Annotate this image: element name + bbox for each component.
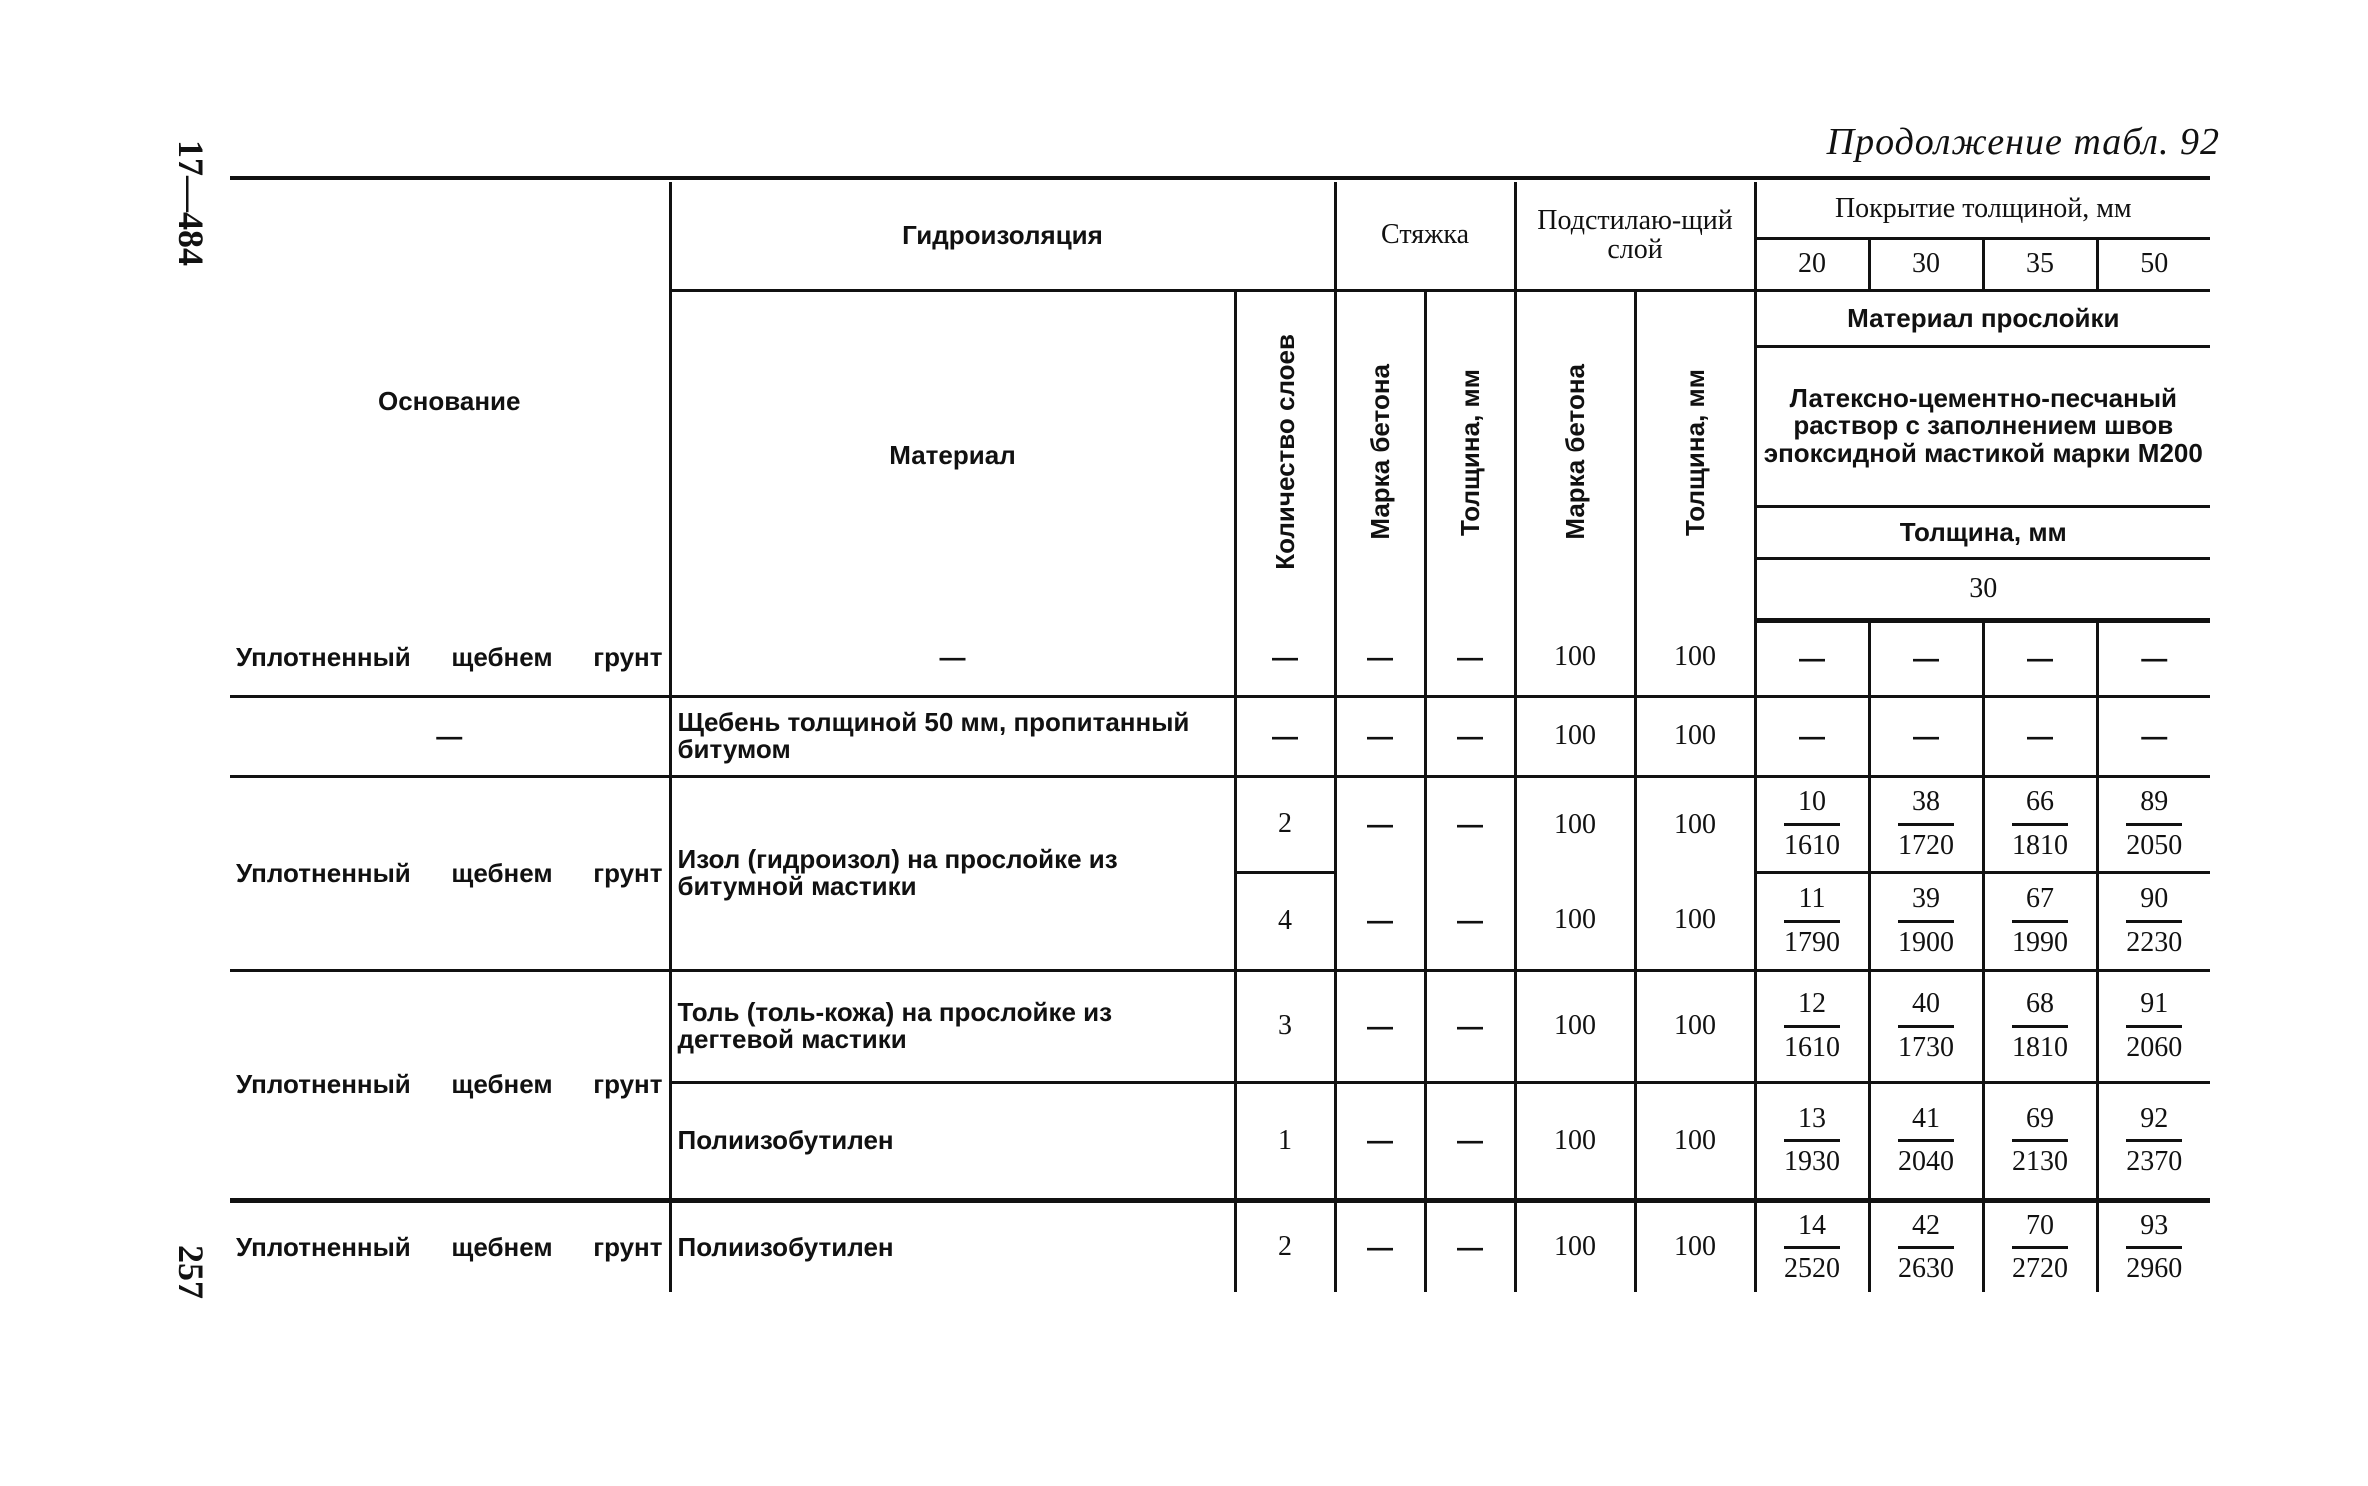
header-tolshchina-val: 30	[1755, 558, 2210, 620]
row-podstil-marka: 100	[1515, 1082, 1635, 1200]
row-c35: $\frac{66}{1810}$	[1983, 776, 2097, 872]
table-caption: Продолжение табл. 92	[1826, 121, 2220, 163]
row-layers: 3	[1235, 970, 1335, 1082]
thickness-col-35: 35	[1983, 238, 2097, 290]
row-podstil-thk: 100	[1635, 1200, 1755, 1292]
row-c30: —	[1869, 620, 1983, 696]
row-c30: —	[1869, 696, 1983, 776]
header-prosloyka-desc: Латексно-цементно-песчаный раствор с заполнением швов эпоксидной мастикой марки М200	[1755, 346, 2210, 506]
row-stiazhka-thk: —	[1425, 1082, 1515, 1200]
row-c30: $\frac{41}{2040}$	[1869, 1082, 1983, 1200]
row-c35: $\frac{70}{2720}$	[1983, 1200, 2097, 1292]
row-c35: $\frac{67}{1990}$	[1983, 872, 2097, 970]
row-c50: —	[2097, 620, 2210, 696]
row-c50: $\frac{90}{2230}$	[2097, 872, 2210, 970]
header-podstil-marka: Марка бетона	[1515, 290, 1635, 620]
row-c30: $\frac{38}{1720}$	[1869, 776, 1983, 872]
row-c35: $\frac{68}{1810}$	[1983, 970, 2097, 1082]
row-c20: $\frac{13}{1930}$	[1755, 1082, 1869, 1200]
row-stiazhka-thk: —	[1425, 776, 1515, 872]
header-kol-sloev: Количество слоев	[1235, 290, 1335, 620]
row-c50: $\frac{91}{2060}$	[2097, 970, 2210, 1082]
row-c50: $\frac{92}{2370}$	[2097, 1082, 2210, 1200]
row-material: Изол (гидроизол) на прослойке из битумной мастики	[670, 776, 1235, 970]
row-podstil-thk: 100	[1635, 872, 1755, 970]
row-podstil-marka: 100	[1515, 970, 1635, 1082]
row-layers: 2	[1235, 776, 1335, 872]
row-stiazhka-thk: —	[1425, 872, 1515, 970]
row-podstil-marka: 100	[1515, 776, 1635, 872]
row-material: Толь (толь-кожа) на прослойке из дегтевой мастики	[670, 970, 1235, 1082]
row-podstil-marka: 100	[1515, 1200, 1635, 1292]
row-stiazhka-marka: —	[1335, 620, 1425, 696]
row-podstil-marka: 100	[1515, 620, 1635, 696]
row-base: Уплотненный щебнем грунт	[230, 1200, 670, 1292]
row-material: Полиизобутилен	[670, 1200, 1235, 1292]
row-stiazhka-thk: —	[1425, 1200, 1515, 1292]
row-layers: —	[1235, 696, 1335, 776]
row-material: Полиизобутилен	[670, 1082, 1235, 1200]
row-stiazhka-marka: —	[1335, 970, 1425, 1082]
row-layers: 2	[1235, 1200, 1335, 1292]
row-c20: $\frac{10}{1610}$	[1755, 776, 1869, 872]
row-stiazhka-marka: —	[1335, 1082, 1425, 1200]
header-material: Материал	[670, 290, 1235, 620]
row-c50: —	[2097, 696, 2210, 776]
header-podstil-tolshchina: Толщина, мм	[1635, 290, 1755, 620]
row-podstil-marka: 100	[1515, 696, 1635, 776]
row-stiazhka-thk: —	[1425, 696, 1515, 776]
header-osnovanie: Основание	[230, 182, 670, 620]
header-gidroizolyaciya: Гидроизоляция	[670, 182, 1335, 290]
row-layers: 1	[1235, 1082, 1335, 1200]
thickness-col-50: 50	[2097, 238, 2210, 290]
row-material: Щебень толщиной 50 мм, пропитанный битумом	[670, 696, 1235, 776]
row-c30: $\frac{42}{2630}$	[1869, 1200, 1983, 1292]
thickness-col-30: 30	[1869, 238, 1983, 290]
page-code: 17—484	[171, 140, 211, 266]
row-c20: —	[1755, 696, 1869, 776]
row-base: Уплотненный щебнем грунт	[230, 776, 670, 970]
row-c35: —	[1983, 620, 2097, 696]
row-stiazhka-marka: —	[1335, 1200, 1425, 1292]
row-podstil-marka: 100	[1515, 872, 1635, 970]
header-tolshchina-mm: Толщина, мм	[1755, 506, 2210, 558]
header-material-prosloyki: Материал прослойки	[1755, 290, 2210, 346]
header-stiazhka-tolshchina: Толщина, мм	[1425, 290, 1515, 620]
row-podstil-thk: 100	[1635, 696, 1755, 776]
row-base: —	[230, 696, 670, 776]
data-table	[230, 182, 2210, 1292]
thickness-col-20: 20	[1755, 238, 1869, 290]
row-c30: $\frac{39}{1900}$	[1869, 872, 1983, 970]
row-podstil-thk: 100	[1635, 620, 1755, 696]
header-pokrytie: Покрытие толщиной, мм	[1755, 182, 2210, 238]
row-c35: $\frac{69}{2130}$	[1983, 1082, 2097, 1200]
row-material: —	[670, 620, 1235, 696]
row-c50: $\frac{93}{2960}$	[2097, 1200, 2210, 1292]
row-c20: $\frac{14}{2520}$	[1755, 1200, 1869, 1292]
row-layers: 4	[1235, 872, 1335, 970]
row-stiazhka-thk: —	[1425, 970, 1515, 1082]
row-podstil-thk: 100	[1635, 776, 1755, 872]
page-number: 257	[171, 1245, 211, 1299]
row-c20: $\frac{11}{1790}$	[1755, 872, 1869, 970]
header-stiazhka-marka: Марка бетона	[1335, 290, 1425, 620]
row-layers: —	[1235, 620, 1335, 696]
row-c50: $\frac{89}{2050}$	[2097, 776, 2210, 872]
row-c20: —	[1755, 620, 1869, 696]
row-podstil-thk: 100	[1635, 970, 1755, 1082]
row-c30: $\frac{40}{1730}$	[1869, 970, 1983, 1082]
header-stiazhka: Стяжка	[1335, 182, 1515, 290]
row-stiazhka-marka: —	[1335, 696, 1425, 776]
row-base: Уплотненный щебнем грунт	[230, 620, 670, 696]
row-stiazhka-marka: —	[1335, 776, 1425, 872]
row-stiazhka-marka: —	[1335, 872, 1425, 970]
top-rule	[230, 176, 2210, 180]
row-c20: $\frac{12}{1610}$	[1755, 970, 1869, 1082]
row-c35: —	[1983, 696, 2097, 776]
row-base: Уплотненный щебнем грунт	[230, 970, 670, 1200]
row-stiazhka-thk: —	[1425, 620, 1515, 696]
row-podstil-thk: 100	[1635, 1082, 1755, 1200]
header-podstil: Подстилаю-щий слой	[1515, 182, 1755, 290]
